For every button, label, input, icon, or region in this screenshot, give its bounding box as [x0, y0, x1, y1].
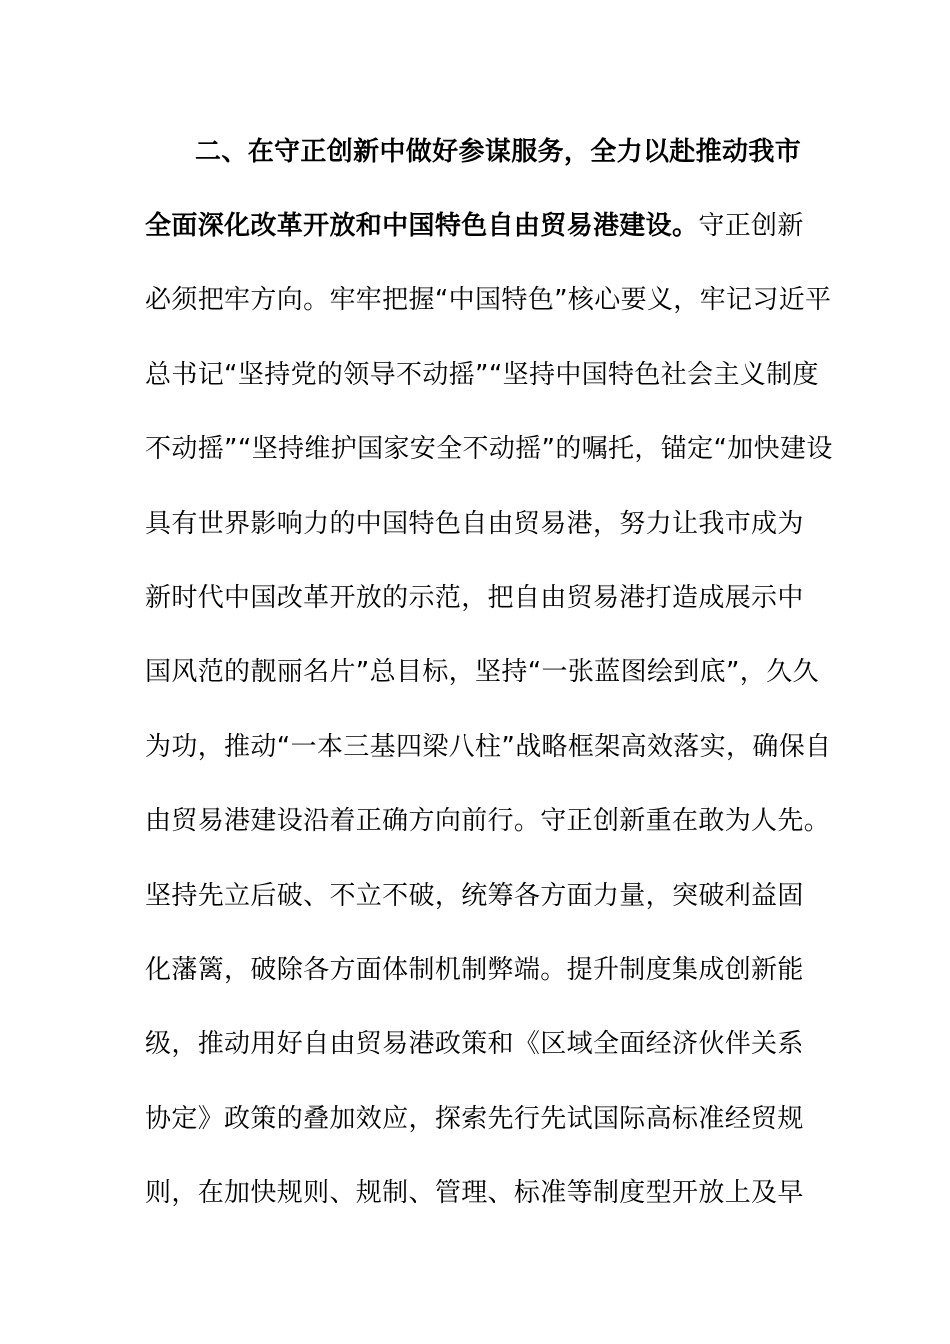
section-heading-line-1: 二、在守正创新中做好参谋服务，全力以赴推动我市 — [195, 137, 802, 167]
paragraph-line-12: 化藩篱，破除各方面体制机制弊端。提升制度集成创新能 — [145, 955, 804, 985]
paragraph-line-8: 国风范的靓丽名片”总目标，坚持“一张蓝图绘到底”，久久 — [145, 657, 819, 687]
paragraph-line-3: 必须把牢方向。牢牢把握“中国特色”核心要义，牢记习近平 — [145, 285, 832, 315]
paragraph-line-7: 新时代中国改革开放的示范，把自由贸易港打造成展示中 — [145, 583, 804, 613]
paragraph-line-4: 总书记“坚持党的领导不动摇”“坚持中国特色社会主义制度 — [145, 360, 819, 390]
paragraph-line-10: 由贸易港建设沿着正确方向前行。守正创新重在敢为人先。 — [145, 806, 831, 836]
paragraph-line-14: 协定》政策的叠加效应，探索先行先试国际高标准经贸规 — [145, 1104, 804, 1134]
paragraph-line-5: 不动摇”“坚持维护国家安全不动摇”的嘱托，锚定“加快建设 — [145, 434, 833, 464]
section-heading-bold-text: 全面深化改革开放和中国特色自由贸易港建设。 — [145, 211, 699, 241]
paragraph-line-13: 级，推动用好自由贸易港政策和《区域全面经济伙伴关系 — [145, 1029, 804, 1059]
paragraph-text-start: 守正创新 — [698, 211, 804, 241]
section-heading-line-2 — [145, 206, 825, 246]
paragraph-line-15: 则，在加快规则、规制、管理、标准等制度型开放上及早 — [145, 1178, 804, 1208]
paragraph-line-11: 坚持先立后破、不立不破，统筹各方面力量，突破利益固 — [145, 881, 804, 911]
paragraph-line-6: 具有世界影响力的中国特色自由贸易港，努力让我市成为 — [145, 509, 804, 539]
paragraph-line-9: 为功，推动“一本三基四梁八柱”战略框架高效落实，确保自 — [145, 732, 832, 762]
